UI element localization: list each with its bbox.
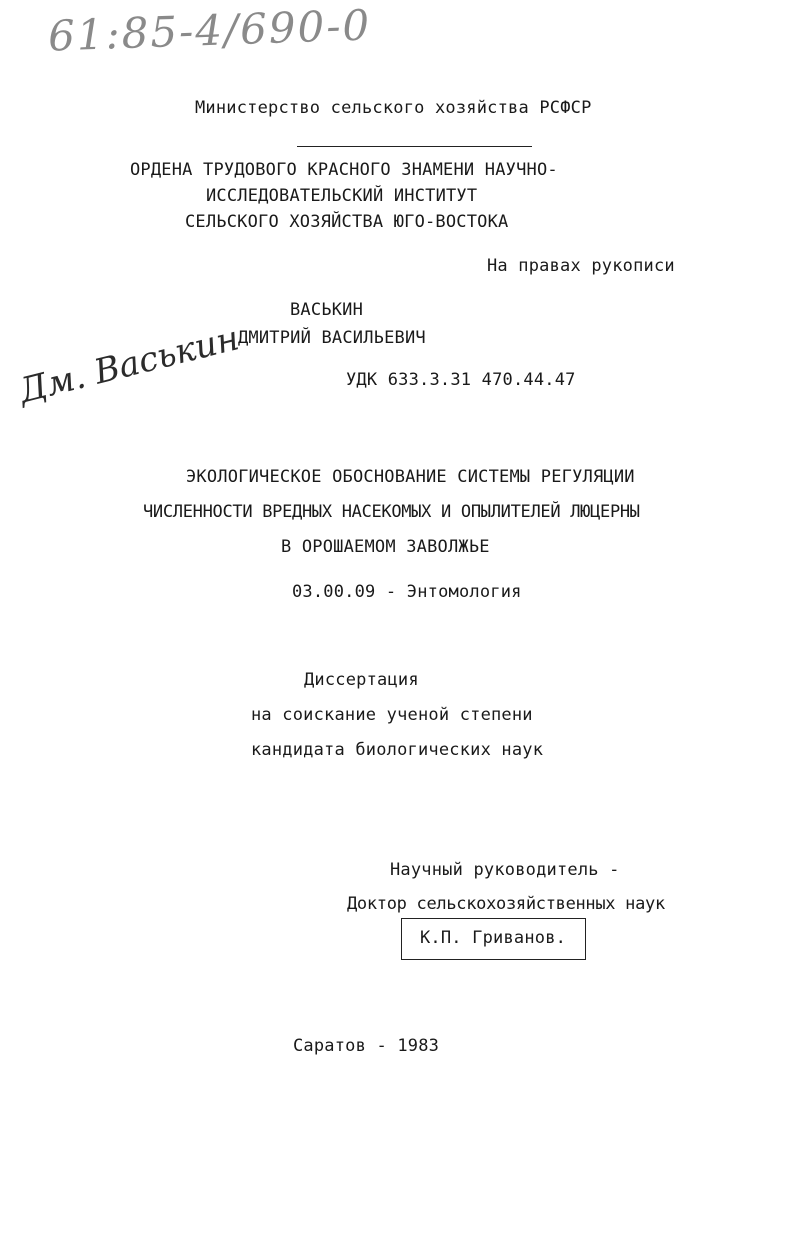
- title-line-1: ЭКОЛОГИЧЕСКОЕ ОБОСНОВАНИЕ СИСТЕМЫ РЕГУЛЯЦИИ: [186, 467, 635, 487]
- title-line-3: В ОРОШАЕМОМ ЗАВОЛЖЬЕ: [281, 537, 490, 557]
- archive-mark: 61:85-4/690-0: [47, 0, 372, 61]
- institute-line-1: ОРДЕНА ТРУДОВОГО КРАСНОГО ЗНАМЕНИ НАУЧНО-: [130, 160, 558, 180]
- supervisor-degree: Доктор сельскохозяйственных наук: [347, 894, 665, 914]
- institute-line-3: СЕЛЬСКОГО ХОЗЯЙСТВА ЮГО-ВОСТОКА: [185, 212, 509, 232]
- dissertation-line-3: кандидата биологических наук: [251, 740, 544, 760]
- dissertation-line-1: Диссертация: [304, 670, 419, 690]
- supervisor-name: К.П. Гриванов.: [420, 928, 567, 948]
- udk-code: УДК 633.3.31 470.44.47: [346, 370, 576, 390]
- city-year: Саратов - 1983: [293, 1036, 440, 1056]
- author-signature: Дм. Васькин: [15, 318, 244, 412]
- manuscript-rights: На правах рукописи: [487, 256, 675, 276]
- title-line-2: ЧИСЛЕННОСТИ ВРЕДНЫХ НАСЕКОМЫХ И ОПЫЛИТЕЛЕЙ ЛЮЦЕРНЫ: [143, 502, 640, 522]
- ministry: Министерство сельского хозяйства РСФСР: [195, 98, 592, 118]
- dissertation-line-2: на соискание ученой степени: [251, 705, 533, 725]
- specialty: 03.00.09 - Энтомология: [292, 582, 522, 602]
- author-name: ДМИТРИЙ ВАСИЛЬЕВИЧ: [238, 328, 426, 348]
- supervisor-role: Научный руководитель -: [390, 860, 620, 880]
- header-divider: [297, 146, 532, 147]
- institute-line-2: ИССЛЕДОВАТЕЛЬСКИЙ ИНСТИТУТ: [206, 186, 478, 206]
- author-surname: ВАСЬКИН: [290, 300, 364, 320]
